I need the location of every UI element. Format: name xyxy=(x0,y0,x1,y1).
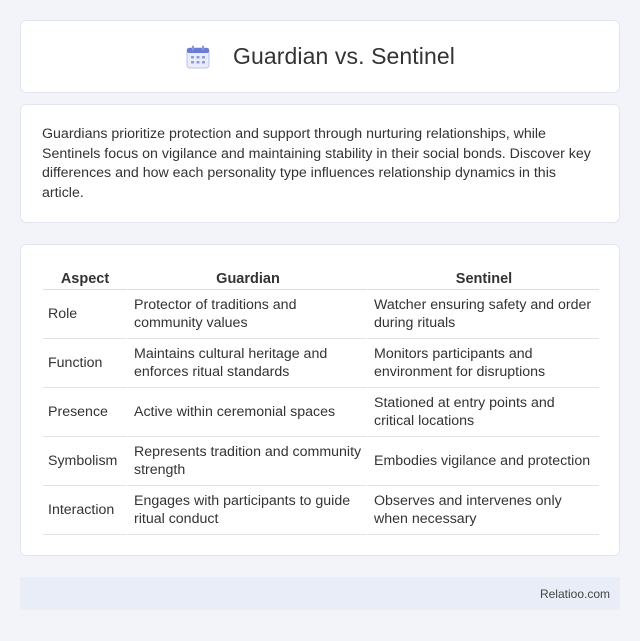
cell-guardian: Engages with participants to guide ritual conduct xyxy=(127,486,367,535)
intro-card xyxy=(20,104,620,223)
cell-guardian: Maintains cultural heritage and enforces ritual standards xyxy=(127,339,367,388)
table-header-row xyxy=(43,265,599,290)
comparison-table xyxy=(43,265,599,535)
title-card xyxy=(20,20,620,93)
cell-guardian: Protector of traditions and community values xyxy=(127,290,367,339)
cell-aspect: Presence xyxy=(43,388,127,437)
table-row xyxy=(43,486,599,535)
table-row xyxy=(43,290,599,339)
table-row xyxy=(43,388,599,437)
table-row xyxy=(43,339,599,388)
footer-site-link[interactable]: Relatioo.com xyxy=(539,586,610,601)
title-wrap xyxy=(185,43,455,70)
calendar-icon xyxy=(185,44,211,70)
intro-text: Guardians prioritize protection and support through nurturing relationships, while Sentinels focus on vigilance and maintaining stability in their social bonds. Discover key differences and how each personality type influences relationship dynamics in this article. xyxy=(42,126,591,201)
cell-aspect: Role xyxy=(43,290,127,339)
cell-sentinel: Embodies vigilance and protection xyxy=(367,437,599,486)
cell-aspect: Symbolism xyxy=(43,437,127,486)
header-sentinel: Sentinel xyxy=(367,265,599,290)
cell-aspect: Interaction xyxy=(43,486,127,535)
table-row xyxy=(43,437,599,486)
cell-sentinel: Stationed at entry points and critical locations xyxy=(367,388,599,437)
header-aspect: Aspect xyxy=(43,265,127,290)
cell-sentinel: Monitors participants and environment for disruptions xyxy=(367,339,599,388)
header-guardian: Guardian xyxy=(127,265,367,290)
cell-aspect: Function xyxy=(43,339,127,388)
table-card xyxy=(20,244,620,556)
cell-guardian: Represents tradition and community strength xyxy=(127,437,367,486)
cell-sentinel: Observes and intervenes only when necessary xyxy=(367,486,599,535)
cell-guardian: Active within ceremonial spaces xyxy=(127,388,367,437)
footer xyxy=(20,577,620,610)
cell-sentinel: Watcher ensuring safety and order during rituals xyxy=(367,290,599,339)
page-title: Guardian vs. Sentinel xyxy=(232,43,455,69)
